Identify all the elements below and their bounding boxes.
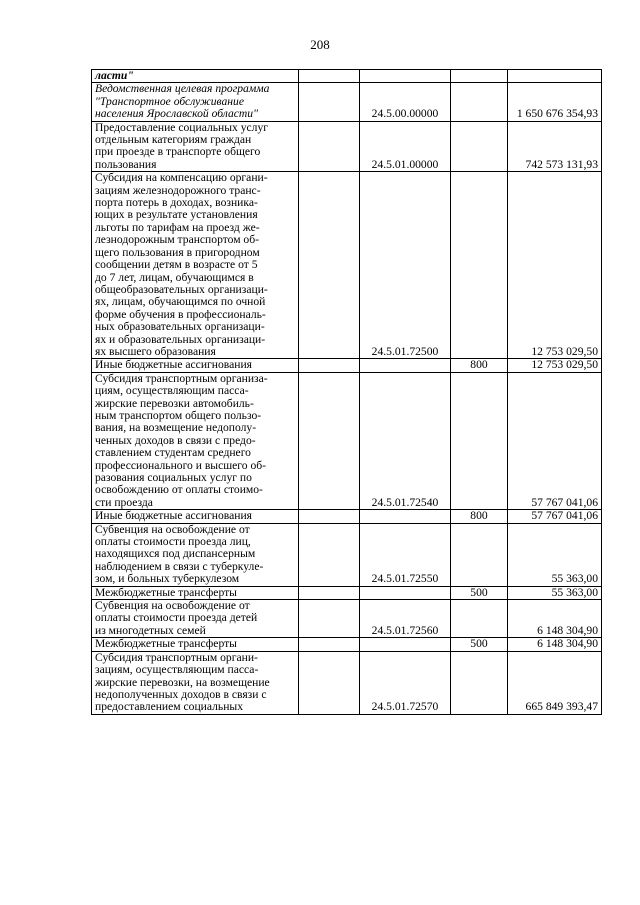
row-code-cell: [360, 510, 451, 523]
row-name-cell: Предоставление социальных услуг отдельным категориям граждан при проезде в транспорте общего пользования: [92, 121, 299, 172]
table-row: [92, 651, 602, 714]
row-expense-type-cell: 500: [451, 586, 508, 599]
row-name-cell: ласти": [92, 70, 299, 83]
row-amount-cell: 55 363,00: [508, 586, 602, 599]
row-name-cell: Субсидия транспортным организа- циям, осуществляющим пасса- жирские перевозки автомобиль- ным транспортом общего пользо- вания, на возмещение недополу- ченных доходов в связи с предо- ставлением студентам среднего профессионального и высшего об- разования социальных услуг по освобождению от оплаты стоимо- сти проезда: [92, 372, 299, 509]
row-code-cell: [360, 638, 451, 651]
row-empty-cell: [299, 510, 360, 523]
row-code-cell: [360, 70, 451, 83]
row-empty-cell: [299, 600, 360, 638]
page-number: 208: [310, 37, 330, 52]
row-expense-type-cell: [451, 523, 508, 586]
row-amount-cell: 57 767 041,06: [508, 510, 602, 523]
table-row: [92, 600, 602, 638]
table-row: [92, 372, 602, 509]
row-name-cell: Субвенция на освобождение от оплаты стоимости проезда детей из многодетных семей: [92, 600, 299, 638]
row-name-cell: Субвенция на освобождение от оплаты стоимости проезда лиц, находящихся под диспансерным наблюдением в связи с туберкуле- зом, и больных туберкулезом: [92, 523, 299, 586]
row-amount-cell: 742 573 131,93: [508, 121, 602, 172]
table-row: [92, 510, 602, 523]
row-code-cell: [360, 586, 451, 599]
row-expense-type-cell: [451, 121, 508, 172]
row-code-cell: [360, 359, 451, 372]
row-empty-cell: [299, 638, 360, 651]
table-row: [92, 359, 602, 372]
row-name-cell: Ведомственная целевая программа "Транспортное обслуживание населения Ярославской области": [92, 83, 299, 121]
row-code-cell: 24.5.01.72550: [360, 523, 451, 586]
row-empty-cell: [299, 172, 360, 359]
table-row: [92, 172, 602, 359]
row-amount-cell: 55 363,00: [508, 523, 602, 586]
table-row: [92, 70, 602, 83]
row-expense-type-cell: [451, 651, 508, 714]
row-name-cell: Субсидия транспортным органи- зациям, осуществляющим пасса- жирские перевозки, на возмещение недополученных доходов в связи с предоставлением социальных: [92, 651, 299, 714]
row-code-cell: 24.5.01.72500: [360, 172, 451, 359]
row-expense-type-cell: 800: [451, 359, 508, 372]
table-row: [92, 586, 602, 599]
row-amount-cell: 6 148 304,90: [508, 638, 602, 651]
row-code-cell: 24.5.00.00000: [360, 83, 451, 121]
table-row: [92, 523, 602, 586]
row-empty-cell: [299, 651, 360, 714]
row-amount-cell: 12 753 029,50: [508, 172, 602, 359]
row-amount-cell: 665 849 393,47: [508, 651, 602, 714]
row-empty-cell: [299, 523, 360, 586]
row-expense-type-cell: [451, 70, 508, 83]
row-empty-cell: [299, 586, 360, 599]
budget-table-body: [92, 70, 602, 715]
row-code-cell: 24.5.01.72560: [360, 600, 451, 638]
row-name-cell: Иные бюджетные ассигнования: [92, 510, 299, 523]
row-code-cell: 24.5.01.00000: [360, 121, 451, 172]
row-expense-type-cell: [451, 172, 508, 359]
row-expense-type-cell: 500: [451, 638, 508, 651]
row-amount-cell: 57 767 041,06: [508, 372, 602, 509]
row-empty-cell: [299, 121, 360, 172]
row-name-cell: Межбюджетные трансферты: [92, 638, 299, 651]
row-name-cell: Субсидия на компенсацию органи- зациям железнодорожного транс- порта потерь в доходах, возника- ющих в результате установления льготы по тарифам на проезд же- лезнодорожным транспортом об- щего пользования в пригородном сообщении детям в возрасте от 5 до 7 лет, лицам, обучающимся в общеобразовательных организаци- ях, лицам, обучающимся по очной форме обучения в профессиональ- ных образовательных организаци- ях и образовательных организаци- ях высшего образования: [92, 172, 299, 359]
budget-table: [91, 69, 602, 715]
row-empty-cell: [299, 83, 360, 121]
row-expense-type-cell: 800: [451, 510, 508, 523]
row-name-cell: Иные бюджетные ассигнования: [92, 359, 299, 372]
table-row: [92, 121, 602, 172]
table-row: [92, 638, 602, 651]
table-row: [92, 83, 602, 121]
row-code-cell: 24.5.01.72570: [360, 651, 451, 714]
row-amount-cell: 6 148 304,90: [508, 600, 602, 638]
row-amount-cell: [508, 70, 602, 83]
row-amount-cell: 1 650 676 354,93: [508, 83, 602, 121]
row-code-cell: 24.5.01.72540: [360, 372, 451, 509]
row-name-cell: Межбюджетные трансферты: [92, 586, 299, 599]
row-empty-cell: [299, 372, 360, 509]
row-expense-type-cell: [451, 83, 508, 121]
row-expense-type-cell: [451, 372, 508, 509]
row-amount-cell: 12 753 029,50: [508, 359, 602, 372]
row-expense-type-cell: [451, 600, 508, 638]
row-empty-cell: [299, 70, 360, 83]
row-empty-cell: [299, 359, 360, 372]
